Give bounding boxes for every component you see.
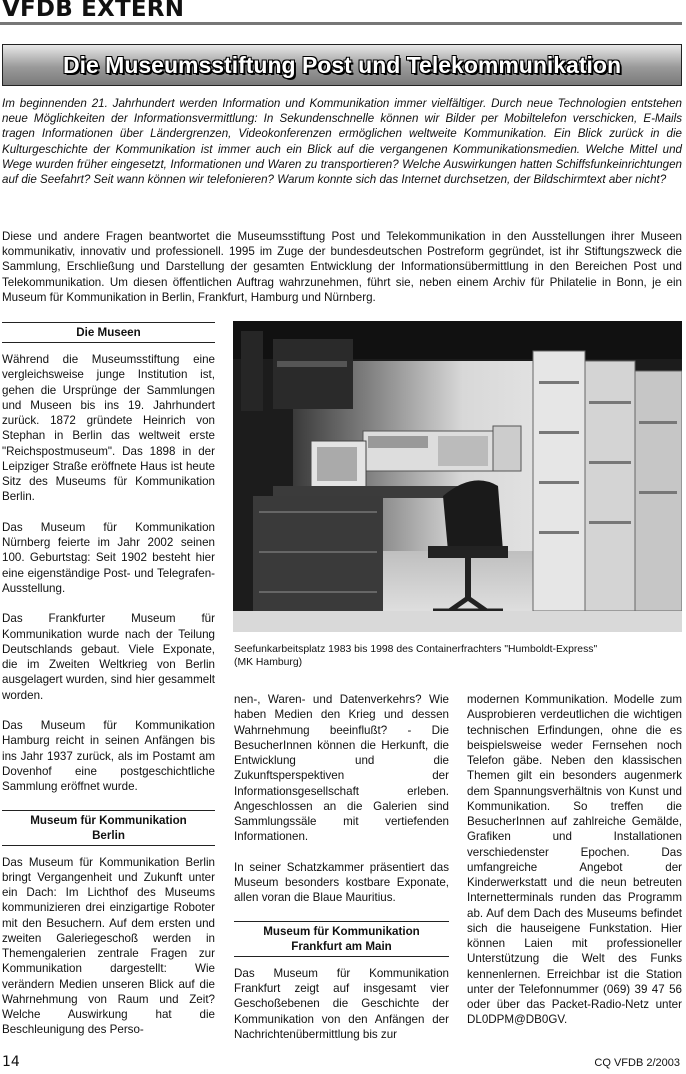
berlin-paragraph-1-continued: nen-, Waren- und Datenverkehrs? Wie haben Medien den Krieg und dessen Wahrnehmung beeinflußt? - Die BesucherInnen können die Herkunft, die Entwicklung und die Zukunftsperspektiven der Informationsgesellschaft erleben. Angeschlossen an die Galerien sind Sammlungssäle mit vertiefenden Informationen.	[234, 693, 449, 844]
article-title-banner	[2, 44, 682, 86]
footer-journal-issue: CQ VFDB 2/2003	[594, 1057, 680, 1069]
lead-paragraph: Diese und andere Fragen beantwortet die Museumsstiftung Post und Telekommunikation in den Ausstellungen ihrer Museen kommunikativ, innovativ und professionell. 1995 im Zuge der bundesdeutschen Postreform gegründet, ist ihr Stiftungszweck die Sammlung, Erschließung und Darstellung der gesamten Entwicklung der Informationsübermittlung in den Bereichen Post und Telekommunikation. Um diesen öffentlichen Auftrag wahrzunehmen, führt sie, neben einem Archiv für Philatelie in Bonn, je ein Museum für Kommunikation in Berlin, Frankfurt, Hamburg und Nürnberg.	[2, 230, 682, 304]
photo-ship-radio-workstation	[233, 321, 682, 632]
intro-paragraph: Im beginnenden 21. Jahrhundert werden Information und Kommunikation immer vielfältiger. Durch neue Technologien entstehen neue Möglichkeiten der Informationsvermittlung: In Sekundenschnelle können wir Bilder per Mobiltelefon verschicken, E-Mails tragen Informationen über Ländergrenzen, Videokonferenzen ermöglichen weltweite Kommunikation. Ein Blick zurück in die Kulturgeschichte der Kommunikation ist immer auch ein Blick auf die vergangenen Kommunikationsmedien. Welche Mittel und Wege wurden früher eingesetzt, Informationen und Waren zu transportieren? Welche Auswirkungen hatten Schiffsfunkeinrichtungen auf die Seefahrt? Seit wann können wir telefonieren? Warum konnte sich das Internet durchsetzen, der Bildschirmtext aber nicht?	[2, 97, 682, 187]
photo-caption	[234, 643, 682, 669]
frankfurt-paragraph-1-continued: modernen Kommunikation. Modelle zum Ausprobieren verdeutlichen die wichtigen technischen Erfindungen, ohne die es beispielsweise weder Fernsehen noch Telefon gäbe. Neben den klassischen Themen gilt ein besonders augenmerk dem Spannungsverhältnis von Kunst und Kommunikation. So treffen die BesucherInnen auf zahlreiche Gemälde, Grafiken und Installationen verschiedenster Epochen. Das umfangreiche Angebot der Kinderwerkstatt und die neun betreuten Internetterminals runden das Programm ab. Auf dem Dach des Museums befindet sich die hauseigene Funkstation. Hier können Laien mit professioneller Unterstützung die Welt des Funks kennenlernen. Erreichbar ist die Station unter der Telefonnummer (069) 39 47 56 oder über das Packet-Radio-Netz unter DL0DPM@DB0GV.	[467, 693, 682, 1027]
photo-illustration	[233, 321, 682, 632]
article-title: Die Museumsstiftung Post und Telekommunikation	[62, 52, 621, 78]
section-heading-text: Die Museen	[76, 326, 141, 339]
column-middle	[234, 692, 449, 1057]
berlin-paragraph-2: In seiner Schatzkammer präsentiert das Museum besonders kostbare Exponate, allen voran die Blaue Mauritius.	[234, 860, 449, 905]
page-number: 14	[2, 1054, 20, 1070]
section-heading-berlin	[2, 810, 215, 846]
column-left	[2, 322, 215, 1053]
museen-paragraph-1: Während die Museumsstiftung eine vergleichsweise junge Institution ist, gehen die Ursprünge der Sammlungen und Museen bis ins 19. Jahrhundert zurück. 1872 gründete Heinrich von Stephan in Berlin das weltweit erste "Reichspostmuseum". Das 1898 in der Leipziger Straße eröffnete Haus ist heute Sitz des Museums für Kommunikation Berlin.	[2, 353, 215, 504]
magazine-section-title: VFDB EXTERN	[2, 0, 185, 22]
frankfurt-paragraph-1: Das Museum für Kommunikation Frankfurt zeigt auf insgesamt vier Geschoßebenen die Geschichte der Kommunikation von den Anfängen der Nachrichtenübermittlung bis zur	[234, 966, 449, 1041]
header-rule	[0, 22, 682, 25]
section-heading-line: Museum für Kommunikation	[263, 924, 420, 938]
berlin-paragraph-1: Das Museum für Kommunikation Berlin bringt Vergangenheit und Zukunft unter ein Dach: Im Lichthof des Museums kommunizieren drei einzigartige Roboter mit den Besuchern. Auf dem ersten und zweiten Galeriegeschoß werden in Themengalerien zentrale Fragen zur Kommunikation dargestellt: Wie verändern Medien unseren Blick auf die Wahrnehmung von Raum und Zeit? Welche Auswirkung hat die Beschleunigung des Perso-	[2, 855, 215, 1037]
museen-paragraph-2: Das Museum für Kommunikation Nürnberg feierte im Jahr 2002 seinen 100. Geburtstag: Seit 1902 besteht hier eine eigenständige Post- und Telegrafen-Ausstellung.	[2, 520, 215, 595]
section-heading-line: Museum für Kommunikation	[30, 813, 187, 827]
column-right	[467, 692, 682, 1043]
section-heading-frankfurt	[234, 921, 449, 957]
caption-line: Seefunkarbeitsplatz 1983 bis 1998 des Containerfrachters "Humboldt-Express"	[234, 644, 598, 655]
museen-paragraph-3: Das Frankfurter Museum für Kommunikation wurde nach der Teilung Deutschlands gebaut. Viele Exponate, die im Zweiten Weltkrieg von Berlin ausgelagert wurden, sind hier gesammelt worden.	[2, 612, 215, 702]
section-heading-museen	[2, 322, 215, 343]
section-heading-line: Berlin	[92, 828, 125, 842]
museen-paragraph-4: Das Museum für Kommunikation Hamburg reicht in seinen Anfängen bis ins Jahr 1937 zurück, als im Postamt am Dovenhof eine postgeschichtliche Sammlung eröffnet wurde.	[2, 719, 215, 793]
caption-line: (MK Hamburg)	[234, 657, 303, 668]
section-heading-line: Frankfurt am Main	[291, 939, 392, 953]
